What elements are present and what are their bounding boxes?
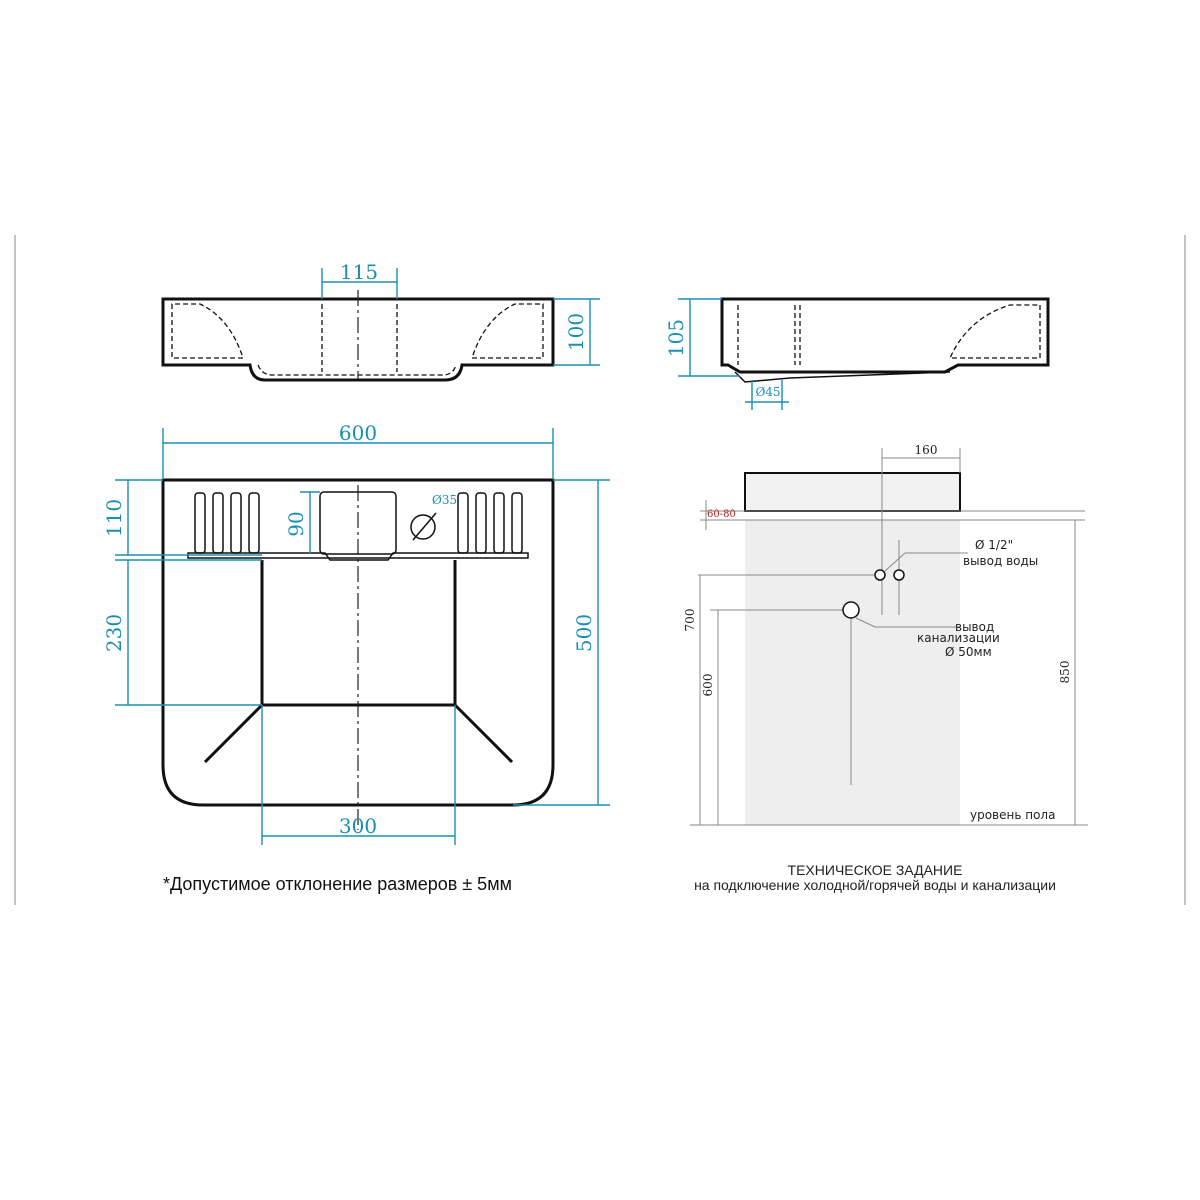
side-view: [664, 299, 1048, 410]
dim-tap-hole: Ø35: [432, 493, 458, 507]
dim-front-height: 100: [564, 312, 588, 352]
cabinet-area: [745, 520, 960, 825]
floor-label: уровень пола: [970, 808, 1056, 822]
cold-water-outlet: [875, 570, 885, 580]
dim-side-height: 105: [664, 318, 688, 358]
dim-bowl-width: 300: [338, 814, 378, 838]
dim-gap: 60-80: [707, 509, 736, 520]
dim-drain-dia: Ø45: [755, 385, 781, 399]
hot-water-outlet: [894, 570, 904, 580]
basin-block: [745, 473, 960, 511]
plan-view: [102, 421, 610, 845]
dim-bowl-length: 230: [102, 613, 126, 653]
dim-600: 600: [701, 673, 715, 697]
water-dia-label: Ø 1/2": [975, 538, 1014, 552]
drain-label-1: вывод: [955, 620, 995, 634]
drain-outlet: [843, 602, 859, 618]
dim-top-width: 115: [339, 260, 379, 284]
tolerance-note: *Допустимое отклонение размеров ± 5мм: [163, 874, 512, 894]
spec-subtitle: на подключение холодной/горячей воды и канализации: [694, 877, 1056, 893]
dim-700: 700: [683, 608, 697, 632]
dim-overall-depth: 500: [572, 613, 596, 653]
drain-label-2: канализации: [917, 631, 1000, 645]
dim-overall-width: 600: [338, 421, 378, 445]
installation-view: [683, 443, 1088, 825]
water-outlet-label: вывод воды: [963, 554, 1039, 568]
dim-bowl-depth: 90: [284, 511, 308, 537]
spec-title: ТЕХНИЧЕСКОЕ ЗАДАНИЕ: [787, 862, 963, 878]
drain-dia-label: Ø 50мм: [945, 645, 992, 659]
dim-offset-160: 160: [914, 443, 938, 457]
dim-front-depth: 110: [102, 498, 126, 538]
front-view: [163, 260, 600, 380]
dim-850: 850: [1058, 660, 1072, 684]
